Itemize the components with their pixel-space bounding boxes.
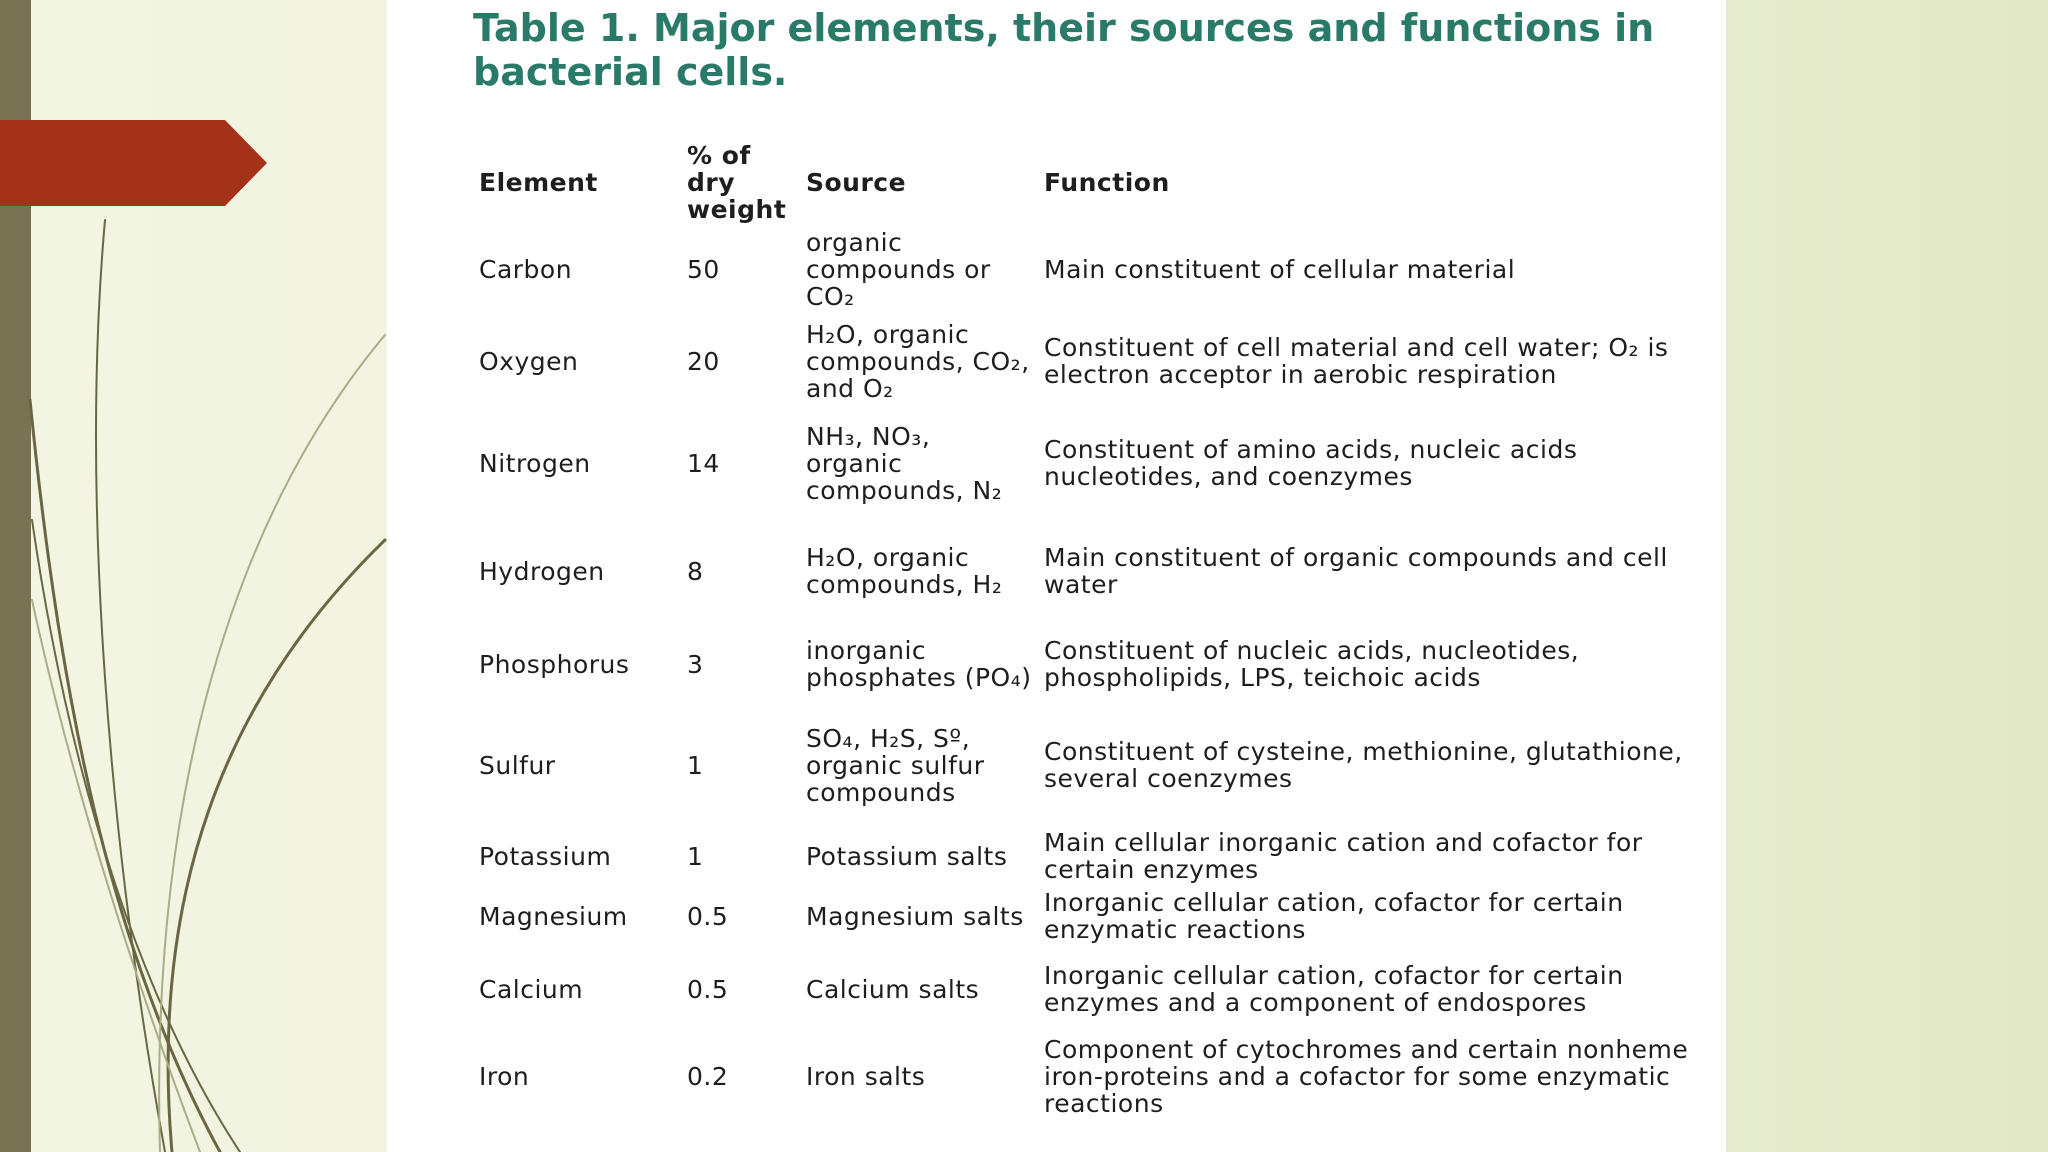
cell-pct: 1	[687, 750, 704, 780]
cell-source: Potassium salts	[806, 841, 1008, 871]
cell-element: Hydrogen	[479, 556, 605, 586]
table-row	[473, 886, 1720, 946]
grass-stroke	[168, 540, 385, 1152]
cell-element: Potassium	[479, 841, 612, 871]
cell-pct: 0.5	[687, 974, 729, 1004]
table-row	[473, 408, 1720, 518]
decorative-grass-lines	[0, 0, 400, 1152]
cell-source: Magnesium salts	[806, 901, 1024, 931]
grass-stroke	[32, 520, 240, 1152]
table-title: Table 1. Major elements, their sources and functions in bacterial cells.	[473, 6, 1655, 94]
table-row	[473, 224, 1720, 314]
cell-pct: 1	[687, 841, 704, 871]
cell-element: Carbon	[479, 254, 573, 284]
cell-element: Magnesium	[479, 901, 628, 931]
cell-function: Component of cytochromes and certain nonheme iron-proteins and a cofactor for some enzymatic reactions	[1044, 1034, 1689, 1118]
table-row	[473, 826, 1720, 886]
cell-source: SO₄, H₂S, Sº, organic sulfur compounds	[806, 723, 985, 807]
cell-pct: 20	[687, 346, 720, 376]
column-header-source: Source	[806, 167, 907, 197]
cell-function: Constituent of amino acids, nucleic acids nucleotides, and coenzymes	[1044, 435, 1578, 491]
column-header-element: Element	[479, 167, 598, 197]
cell-element: Iron	[479, 1061, 530, 1091]
arrow-banner	[0, 120, 267, 206]
cell-element: Oxygen	[479, 346, 579, 376]
cell-source: inorganic phosphates (PO₄)	[806, 636, 1032, 692]
cell-function: Constituent of cysteine, methionine, glutathione, several coenzymes	[1044, 737, 1683, 793]
cell-source: NH₃, NO₃, organic compounds, N₂	[806, 421, 1003, 505]
column-header-function: Function	[1044, 167, 1170, 197]
table-row	[473, 704, 1720, 826]
cell-function: Main cellular inorganic cation and cofactor for certain enzymes	[1044, 828, 1643, 884]
cell-pct: 50	[687, 254, 720, 284]
column-header-pct	[681, 140, 800, 224]
cell-element: Nitrogen	[479, 448, 591, 478]
cell-source: Iron salts	[806, 1061, 926, 1091]
cell-function: Inorganic cellular cation, cofactor for certain enzymes and a component of endospores	[1044, 961, 1624, 1017]
grass-stroke	[30, 400, 220, 1152]
cell-element: Calcium	[479, 974, 584, 1004]
cell-pct: 8	[687, 556, 704, 586]
table-image-panel	[387, 0, 1726, 1152]
grass-stroke-faint	[32, 600, 200, 1152]
table-row	[473, 518, 1720, 624]
elements-table	[473, 140, 1720, 1120]
cell-source: H₂O, organic compounds, CO₂, and O₂	[806, 319, 1030, 403]
cell-element: Phosphorus	[479, 649, 630, 679]
cell-function: Constituent of nucleic acids, nucleotides, phospholipids, LPS, teichoic acids	[1044, 636, 1580, 692]
cell-pct: 3	[687, 649, 704, 679]
cell-source: Calcium salts	[806, 974, 980, 1004]
cell-function: Main constituent of cellular material	[1044, 254, 1516, 284]
cell-source: organic compounds or CO₂	[806, 227, 991, 311]
cell-pct: 0.2	[687, 1061, 729, 1091]
cell-source: H₂O, organic compounds, H₂	[806, 543, 1003, 599]
cell-pct: 0.5	[687, 901, 729, 931]
table-row	[473, 314, 1720, 408]
table-row	[473, 1032, 1720, 1120]
cell-function: Constituent of cell material and cell water; O₂ is electron acceptor in aerobic respiration	[1044, 333, 1669, 389]
cell-function: Inorganic cellular cation, cofactor for certain enzymatic reactions	[1044, 888, 1624, 944]
table-row	[473, 946, 1720, 1032]
grass-stroke-faint	[159, 335, 385, 1152]
cell-pct: 14	[687, 448, 720, 478]
table-header-row	[473, 140, 1720, 224]
table-row	[473, 624, 1720, 704]
column-header-pct-label: % of dry weight	[687, 140, 787, 224]
cell-function: Main constituent of organic compounds and cell water	[1044, 543, 1668, 599]
cell-element: Sulfur	[479, 750, 556, 780]
